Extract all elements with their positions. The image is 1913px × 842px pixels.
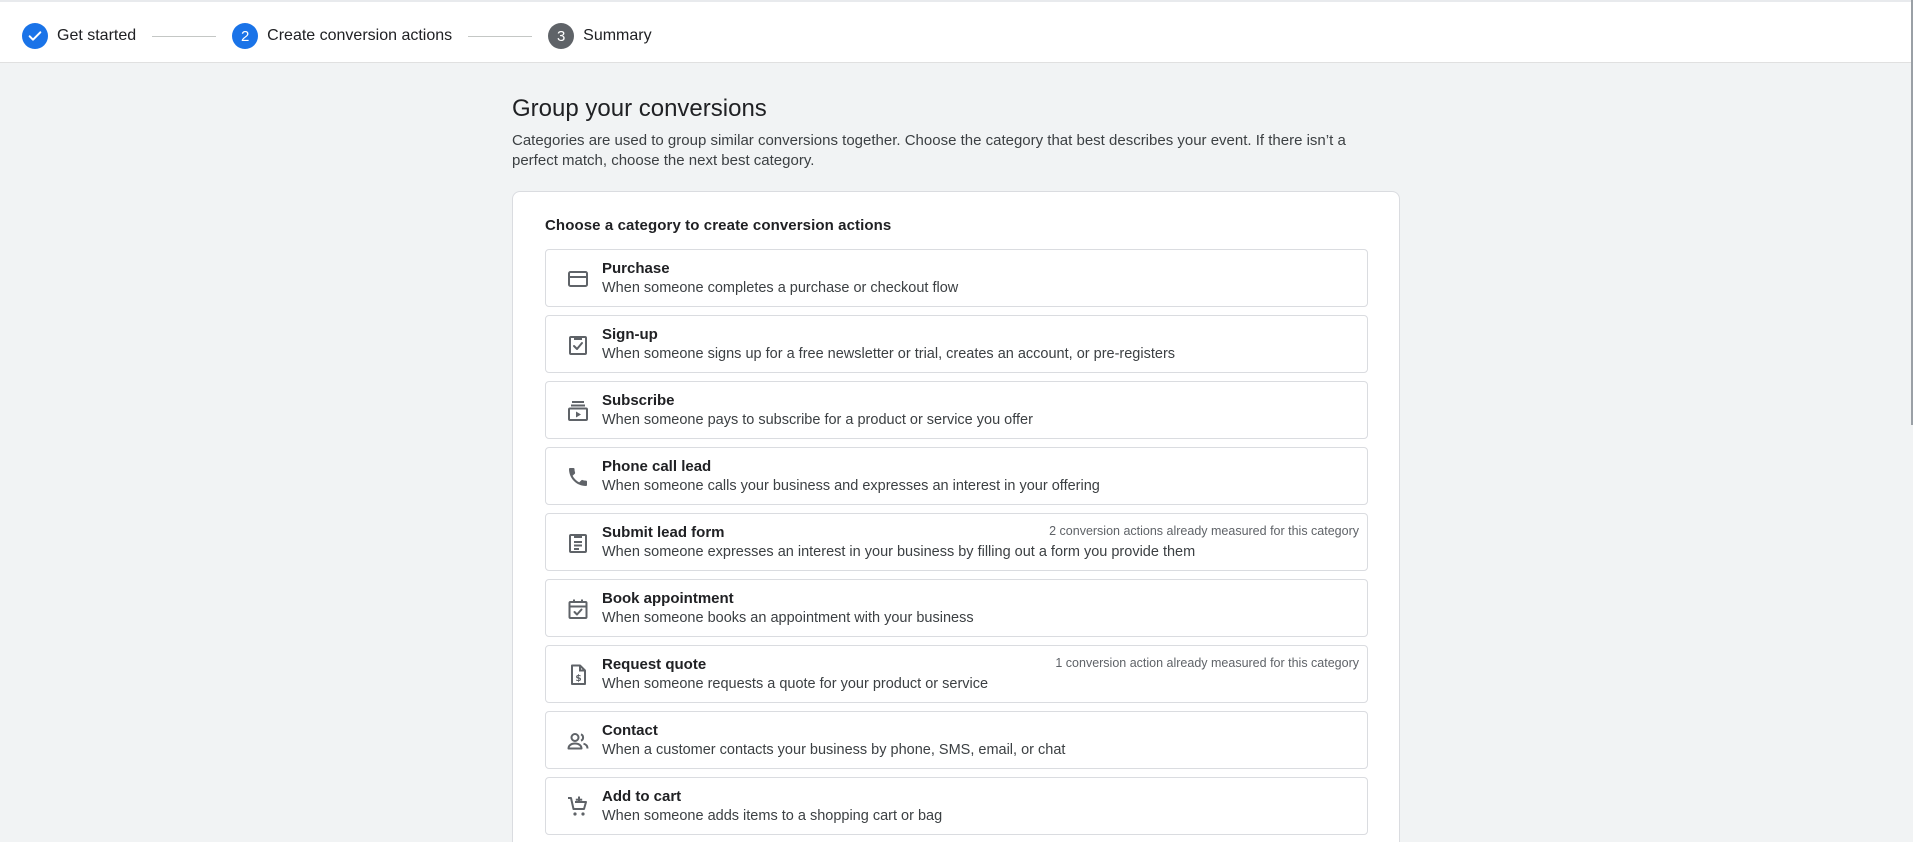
step-label: Create conversion actions (267, 27, 453, 44)
category-card (512, 191, 1400, 842)
category-description: When someone adds items to a shopping cart or bag (602, 808, 943, 824)
category-purchase[interactable] (545, 249, 1368, 307)
category-phone-call-lead[interactable] (545, 447, 1368, 505)
step-connector (468, 36, 532, 37)
category-title: Phone call lead (602, 458, 712, 475)
category-title: Submit lead form (602, 524, 725, 541)
top-bar (0, 0, 1913, 63)
category-sign-up[interactable] (545, 315, 1368, 373)
category-book-appointment[interactable] (545, 579, 1368, 637)
checklist-icon (566, 333, 590, 357)
category-list (545, 249, 1367, 842)
category-title: Sign-up (602, 326, 658, 343)
category-title: Request quote (602, 656, 707, 673)
phone-icon (566, 465, 590, 489)
category-note: 2 conversion actions already measured for this category (1049, 524, 1359, 538)
category-description: When someone calls your business and expresses an interest in your offering (602, 478, 1100, 494)
category-title: Add to cart (602, 788, 682, 805)
step-number: 2 (232, 23, 258, 49)
step-connector (152, 36, 216, 37)
category-description: When someone signs up for a free newsletter or trial, creates an account, or pre-registers (602, 346, 1176, 362)
step-create-conversion-actions[interactable] (232, 23, 452, 49)
category-title: Contact (602, 722, 658, 739)
category-request-quote[interactable] (545, 645, 1368, 703)
contacts-icon (566, 729, 590, 753)
category-description: When someone expresses an interest in your business by filling out a form you provide them (602, 544, 1196, 560)
clipboard-icon (566, 531, 590, 555)
category-description: When someone pays to subscribe for a product or service you offer (602, 412, 1033, 428)
category-title: Book appointment (602, 590, 734, 607)
card-title: Choose a category to create conversion actions (545, 217, 892, 234)
step-summary[interactable] (548, 23, 651, 49)
category-description: When a customer contacts your business by phone, SMS, email, or chat (602, 742, 1066, 758)
step-number: 3 (548, 23, 574, 49)
category-description: When someone requests a quote for your product or service (602, 676, 989, 692)
step-label: Get started (57, 27, 137, 44)
svg-text:$: $ (575, 674, 582, 684)
stepper (22, 22, 652, 50)
category-note: 1 conversion action already measured for this category (1055, 656, 1359, 670)
step-get-started[interactable] (22, 23, 136, 49)
category-title: Subscribe (602, 392, 675, 409)
main-content (512, 63, 1400, 842)
category-description: When someone books an appointment with your business (602, 610, 974, 626)
page-title: Group your conversions (512, 95, 767, 122)
category-submit-lead-form[interactable] (545, 513, 1368, 571)
add-cart-icon (566, 795, 590, 819)
subscriptions-icon (566, 399, 590, 423)
category-subscribe[interactable] (545, 381, 1368, 439)
step-label: Summary (583, 27, 652, 44)
category-description: When someone completes a purchase or checkout flow (602, 280, 959, 296)
credit-card-icon (566, 267, 590, 291)
category-contact[interactable] (545, 711, 1368, 769)
calendar-check-icon (566, 597, 590, 621)
quote-document-icon (566, 663, 590, 687)
page-description: Categories are used to group similar conversions together. Choose the category that best describes your event. If there isn’t a perfect match, choose the next best category. (512, 132, 1346, 169)
check-icon (22, 23, 48, 49)
category-add-to-cart[interactable] (545, 777, 1368, 835)
category-title: Purchase (602, 260, 670, 277)
